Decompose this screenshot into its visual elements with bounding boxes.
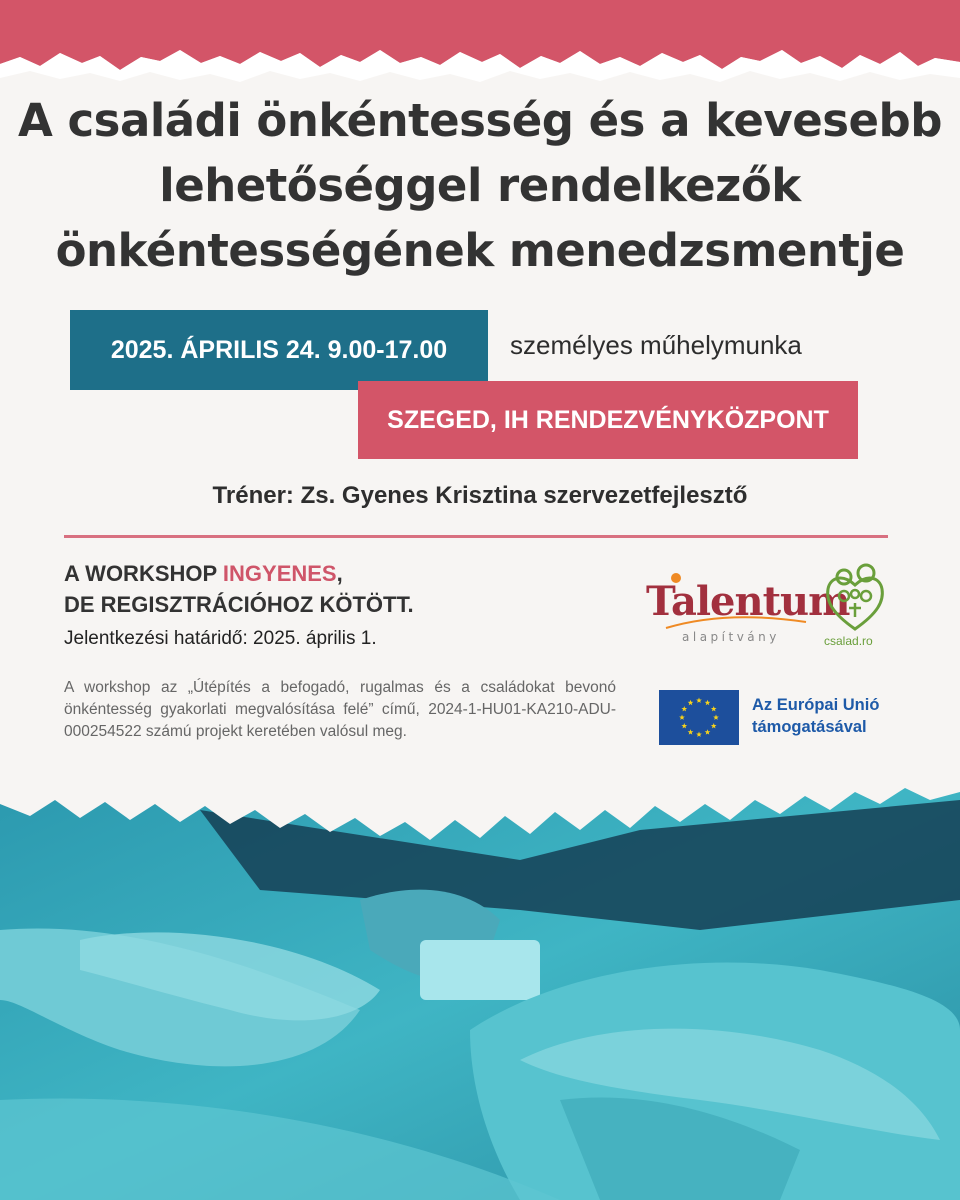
event-venue-box: SZEGED, IH RENDEZVÉNYKÖZPONT bbox=[358, 381, 858, 459]
poster-title bbox=[0, 88, 960, 283]
registration-notice bbox=[64, 558, 414, 620]
free-highlight: INGYENES bbox=[222, 561, 337, 586]
eu-label-line-2: támogatásával bbox=[752, 718, 867, 736]
csalad-wordmark: csalad.ro bbox=[824, 634, 873, 648]
eu-funding-label bbox=[752, 694, 879, 738]
eu-label-line-1: Az Európai Unió bbox=[752, 696, 880, 714]
project-note: A workshop az „Útépítés a befogadó, rugalmas és a családokat bevonó önkéntesség gyakorlati megvalósítása felé” című, 2024-1-HU01-KA210-ADU-000254522 számú projekt keretében valósul meg. bbox=[64, 679, 616, 740]
trainer-line: Tréner: Zs. Gyenes Krisztina szervezetfejlesztő bbox=[212, 482, 748, 509]
event-date-box: 2025. ÁPRILIS 24. 9.00-17.00 bbox=[70, 310, 488, 390]
title-line-3: önkéntességének menedzsmentje bbox=[55, 224, 905, 277]
section-divider bbox=[64, 535, 888, 538]
event-type-label: személyes műhelymunka bbox=[510, 330, 802, 360]
registration-line-2: DE REGISZTRÁCIÓHOZ KÖTÖTT. bbox=[64, 592, 414, 617]
registration-deadline: Jelentkezési határidő: 2025. április 1. bbox=[64, 628, 377, 649]
registration-prefix: A WORKSHOP bbox=[64, 561, 223, 586]
talentum-subtitle: alapítvány bbox=[682, 630, 780, 644]
csalad-logo bbox=[822, 563, 888, 653]
talentum-wordmark: Talentum bbox=[646, 578, 850, 625]
registration-line-1 bbox=[64, 558, 414, 589]
title-line-2: lehetőséggel rendelkezők bbox=[159, 159, 801, 212]
hands-photo bbox=[0, 770, 960, 1200]
title-line-1: A családi önkéntesség és a kevesebb bbox=[18, 94, 942, 147]
registration-comma: , bbox=[336, 561, 343, 586]
family-heart-icon bbox=[822, 563, 888, 635]
eu-flag-icon bbox=[659, 690, 739, 745]
